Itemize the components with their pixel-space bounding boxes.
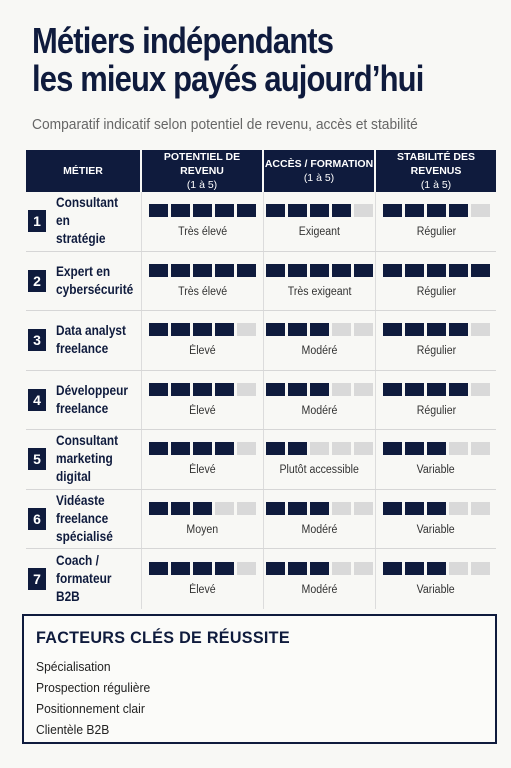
score-segment-filled xyxy=(288,442,307,455)
metier-cell xyxy=(26,549,142,609)
metier-cell xyxy=(26,252,142,311)
acces-label: Modéré xyxy=(301,523,338,536)
column-header-label: STABILITÉ DES REVENUS xyxy=(397,151,475,177)
column-header-scale: (1 à 5) xyxy=(420,179,452,191)
score-segment-filled xyxy=(405,502,424,515)
table-row xyxy=(26,311,496,371)
column-header-stabilite xyxy=(376,150,496,192)
score-segment-filled xyxy=(171,323,190,336)
score-segment-filled xyxy=(449,383,468,396)
success-factors-list xyxy=(36,658,483,738)
rank-badge: 2 xyxy=(28,270,46,292)
score-segment-filled xyxy=(215,264,234,277)
score-segment-filled xyxy=(193,562,212,575)
rank-badge: 4 xyxy=(28,389,46,411)
stabilite-label: Variable xyxy=(416,523,456,536)
score-segment-filled xyxy=(266,562,285,575)
score-segment-filled xyxy=(383,264,402,277)
table-row xyxy=(26,192,496,252)
acces-score-bar xyxy=(266,562,373,575)
score-segment-empty xyxy=(354,383,373,396)
revenu-label: Très élevé xyxy=(177,226,227,239)
rank-badge: 1 xyxy=(28,210,46,232)
acces-label: Très exigeant xyxy=(287,285,352,298)
metier-cell xyxy=(26,490,142,549)
success-factor-item: Clientèle B2B xyxy=(36,722,110,737)
score-segment-filled xyxy=(310,502,329,515)
score-segment-filled xyxy=(193,383,212,396)
score-segment-empty xyxy=(237,442,256,455)
score-segment-empty xyxy=(237,323,256,336)
score-segment-filled xyxy=(405,323,424,336)
revenu-cell xyxy=(142,252,264,311)
score-segment-filled xyxy=(383,323,402,336)
table-body xyxy=(26,192,496,609)
revenu-cell xyxy=(142,549,264,609)
acces-cell xyxy=(264,490,376,549)
revenu-score-bar xyxy=(149,383,256,396)
revenu-label: Élevé xyxy=(189,583,216,596)
stabilite-score-bar xyxy=(383,442,490,455)
score-segment-empty xyxy=(332,562,351,575)
score-segment-empty xyxy=(215,502,234,515)
stabilite-score-bar xyxy=(383,204,490,217)
revenu-cell xyxy=(142,430,264,489)
metier-name: Expert en cybersécurité xyxy=(56,263,134,297)
score-segment-filled xyxy=(266,204,285,217)
score-segment-filled xyxy=(149,562,168,575)
score-segment-filled xyxy=(171,502,190,515)
acces-cell xyxy=(264,252,376,311)
acces-label: Modéré xyxy=(301,404,338,417)
score-segment-filled xyxy=(449,204,468,217)
acces-label: Modéré xyxy=(301,345,338,358)
column-header-revenu xyxy=(142,150,264,192)
stabilite-label: Régulier xyxy=(416,226,456,239)
rank-badge: 5 xyxy=(28,448,46,470)
acces-label: Modéré xyxy=(301,583,338,596)
score-segment-filled xyxy=(427,383,446,396)
stabilite-score-bar xyxy=(383,502,490,515)
table-row xyxy=(26,252,496,312)
acces-score-bar xyxy=(266,323,373,336)
revenu-label: Moyen xyxy=(186,523,219,536)
metier-cell xyxy=(26,311,142,370)
score-segment-filled xyxy=(149,323,168,336)
stabilite-cell xyxy=(376,549,496,609)
acces-label: Exigeant xyxy=(298,226,341,239)
score-segment-empty xyxy=(332,323,351,336)
stabilite-cell xyxy=(376,311,496,370)
acces-cell xyxy=(264,430,376,489)
score-segment-filled xyxy=(171,442,190,455)
revenu-label: Élevé xyxy=(189,345,216,358)
score-segment-filled xyxy=(383,442,402,455)
score-segment-filled xyxy=(215,442,234,455)
rank-badge: 7 xyxy=(28,568,46,590)
score-segment-filled xyxy=(405,442,424,455)
score-segment-empty xyxy=(332,502,351,515)
metier-cell xyxy=(26,371,142,430)
score-segment-empty xyxy=(354,204,373,217)
revenu-cell xyxy=(142,490,264,549)
score-segment-empty xyxy=(449,442,468,455)
revenu-score-bar xyxy=(149,264,256,277)
score-segment-filled xyxy=(266,502,285,515)
acces-score-bar xyxy=(266,502,373,515)
score-segment-filled xyxy=(215,204,234,217)
score-segment-empty xyxy=(449,502,468,515)
score-segment-filled xyxy=(383,562,402,575)
score-segment-filled xyxy=(237,204,256,217)
score-segment-filled xyxy=(266,442,285,455)
score-segment-filled xyxy=(310,323,329,336)
score-segment-filled xyxy=(288,383,307,396)
acces-cell xyxy=(264,311,376,370)
revenu-score-bar xyxy=(149,204,256,217)
success-factor-item: Positionnement clair xyxy=(36,701,145,716)
score-segment-filled xyxy=(405,383,424,396)
stabilite-score-bar xyxy=(383,562,490,575)
score-segment-filled xyxy=(193,204,212,217)
stabilite-cell xyxy=(376,490,496,549)
score-segment-filled xyxy=(215,323,234,336)
score-segment-filled xyxy=(310,204,329,217)
page-subtitle: Comparatif indicatif selon potentiel de revenu, accès et stabilité xyxy=(32,116,418,133)
score-segment-filled xyxy=(383,204,402,217)
acces-score-bar xyxy=(266,264,373,277)
score-segment-filled xyxy=(149,204,168,217)
stabilite-cell xyxy=(376,252,496,311)
score-segment-empty xyxy=(449,562,468,575)
score-segment-empty xyxy=(471,204,490,217)
stabilite-cell xyxy=(376,430,496,489)
column-header-acces xyxy=(264,150,376,192)
acces-cell xyxy=(264,371,376,430)
column-header-metier xyxy=(26,150,142,192)
acces-cell xyxy=(264,549,376,609)
stabilite-label: Régulier xyxy=(416,285,456,298)
title-line-2: les mieux payés aujourd’hui xyxy=(32,58,424,99)
score-segment-filled xyxy=(427,323,446,336)
score-segment-empty xyxy=(237,562,256,575)
metier-cell xyxy=(26,430,142,489)
score-segment-filled xyxy=(171,264,190,277)
metier-name: Coach / formateur B2B xyxy=(56,552,112,604)
metier-cell xyxy=(26,192,142,251)
score-segment-filled xyxy=(193,264,212,277)
score-segment-filled xyxy=(405,264,424,277)
acces-score-bar xyxy=(266,383,373,396)
score-segment-filled xyxy=(193,323,212,336)
stabilite-label: Variable xyxy=(416,464,456,477)
score-segment-filled xyxy=(149,264,168,277)
score-segment-filled xyxy=(332,264,351,277)
score-segment-filled xyxy=(237,264,256,277)
table-header xyxy=(26,150,496,192)
score-segment-filled xyxy=(193,502,212,515)
score-segment-filled xyxy=(288,204,307,217)
score-segment-filled xyxy=(171,204,190,217)
success-factor-item: Prospection régulière xyxy=(36,680,151,695)
score-segment-filled xyxy=(149,442,168,455)
column-header-label: POTENTIEL DE REVENU xyxy=(163,151,241,177)
score-segment-filled xyxy=(427,204,446,217)
stabilite-score-bar xyxy=(383,323,490,336)
revenu-cell xyxy=(142,311,264,370)
score-segment-filled xyxy=(310,562,329,575)
rank-badge: 3 xyxy=(28,329,46,351)
column-header-label: MÉTIER xyxy=(63,165,103,177)
score-segment-filled xyxy=(405,562,424,575)
rank-badge: 6 xyxy=(28,508,46,530)
score-segment-empty xyxy=(354,323,373,336)
acces-score-bar xyxy=(266,204,373,217)
score-segment-filled xyxy=(405,204,424,217)
stabilite-cell xyxy=(376,371,496,430)
score-segment-filled xyxy=(354,264,373,277)
score-segment-empty xyxy=(310,442,329,455)
score-segment-filled xyxy=(449,323,468,336)
score-segment-filled xyxy=(288,502,307,515)
metier-name: Développeur freelance xyxy=(56,382,128,416)
revenu-label: Élevé xyxy=(189,464,216,477)
stabilite-label: Variable xyxy=(416,583,456,596)
score-segment-empty xyxy=(354,502,373,515)
score-segment-filled xyxy=(449,264,468,277)
table-row xyxy=(26,490,496,550)
revenu-cell xyxy=(142,192,264,251)
revenu-label: Très élevé xyxy=(177,285,227,298)
score-segment-empty xyxy=(471,562,490,575)
stabilite-label: Régulier xyxy=(416,404,456,417)
score-segment-empty xyxy=(354,562,373,575)
score-segment-empty xyxy=(471,442,490,455)
page-title xyxy=(32,22,428,98)
score-segment-empty xyxy=(237,383,256,396)
success-factors-title: FACTEURS CLÉS DE RÉUSSITE xyxy=(36,628,290,647)
score-segment-empty xyxy=(332,383,351,396)
score-segment-filled xyxy=(383,383,402,396)
score-segment-filled xyxy=(266,383,285,396)
table-row xyxy=(26,371,496,431)
success-factors-box xyxy=(22,614,497,744)
column-header-label: ACCÈS / FORMATION xyxy=(264,158,374,170)
metier-name: Data analyst freelance xyxy=(56,323,127,357)
score-segment-filled xyxy=(427,562,446,575)
title-line-1: Métiers indépendants xyxy=(32,20,334,61)
revenu-score-bar xyxy=(149,562,256,575)
metier-name: Consultant en stratégie xyxy=(56,195,119,247)
stabilite-label: Régulier xyxy=(416,345,456,358)
score-segment-filled xyxy=(215,562,234,575)
metier-name: Vidéaste freelance spécialisé xyxy=(56,492,113,544)
score-segment-filled xyxy=(171,562,190,575)
score-segment-filled xyxy=(288,264,307,277)
score-segment-filled xyxy=(288,562,307,575)
revenu-label: Élevé xyxy=(189,404,216,417)
acces-label: Plutôt accessible xyxy=(279,464,360,477)
score-segment-filled xyxy=(332,204,351,217)
acces-cell xyxy=(264,192,376,251)
score-segment-empty xyxy=(354,442,373,455)
success-factor-item: Spécialisation xyxy=(36,659,111,674)
revenu-score-bar xyxy=(149,502,256,515)
acces-score-bar xyxy=(266,442,373,455)
score-segment-filled xyxy=(193,442,212,455)
revenu-score-bar xyxy=(149,442,256,455)
table-row xyxy=(26,430,496,490)
score-segment-filled xyxy=(383,502,402,515)
score-segment-filled xyxy=(215,383,234,396)
comparison-table xyxy=(26,150,496,609)
score-segment-empty xyxy=(471,383,490,396)
column-header-scale: (1 à 5) xyxy=(186,179,218,191)
score-segment-filled xyxy=(149,502,168,515)
score-segment-filled xyxy=(427,264,446,277)
revenu-cell xyxy=(142,371,264,430)
score-segment-empty xyxy=(471,502,490,515)
score-segment-empty xyxy=(471,323,490,336)
stabilite-cell xyxy=(376,192,496,251)
score-segment-empty xyxy=(332,442,351,455)
score-segment-filled xyxy=(471,264,490,277)
table-row xyxy=(26,549,496,609)
score-segment-filled xyxy=(288,323,307,336)
metier-name: Consultant marketing digital xyxy=(56,433,119,485)
score-segment-filled xyxy=(427,502,446,515)
stabilite-score-bar xyxy=(383,264,490,277)
score-segment-filled xyxy=(171,383,190,396)
score-segment-filled xyxy=(149,383,168,396)
score-segment-filled xyxy=(266,323,285,336)
score-segment-filled xyxy=(266,264,285,277)
score-segment-filled xyxy=(310,264,329,277)
revenu-score-bar xyxy=(149,323,256,336)
score-segment-filled xyxy=(310,383,329,396)
score-segment-filled xyxy=(427,442,446,455)
stabilite-score-bar xyxy=(383,383,490,396)
score-segment-empty xyxy=(237,502,256,515)
column-header-scale: (1 à 5) xyxy=(303,172,335,184)
